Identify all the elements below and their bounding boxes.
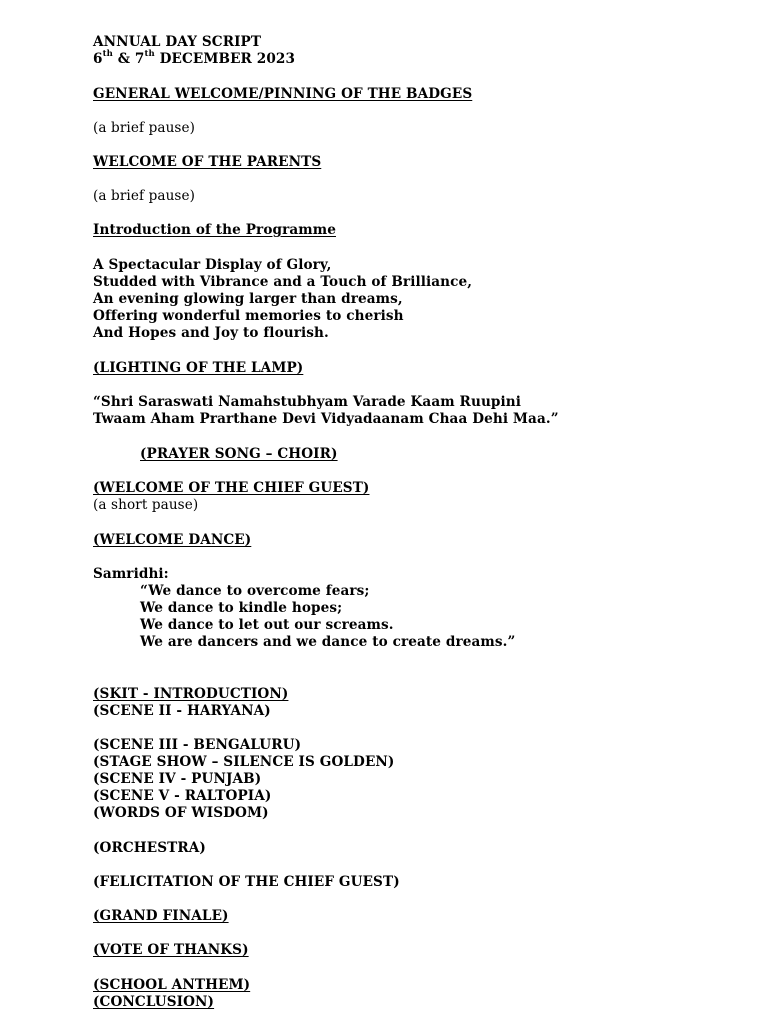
section-welcome-chief-guest: (WELCOME OF THE CHIEF GUEST) (93, 480, 370, 496)
scene-item: (STAGE SHOW – SILENCE IS GOLDEN) (93, 754, 395, 770)
section-felicitation: (FELICITATION OF THE CHIEF GUEST) (93, 874, 400, 890)
section-vote-of-thanks: (VOTE OF THANKS) (93, 942, 249, 958)
speaker-name: Samridhi: (93, 566, 169, 582)
scene-item: (SCENE III - BENGALURU) (93, 737, 302, 753)
scene-item: (WORDS OF WISDOM) (93, 805, 269, 821)
section-orchestra: (ORCHESTRA) (93, 840, 206, 856)
section-introduction: Introduction of the Programme (93, 222, 336, 238)
quote-line: “We dance to overcome fears; (140, 583, 370, 599)
scene-item: (SCENE V - RALTOPIA) (93, 788, 272, 804)
section-grand-finale: (GRAND FINALE) (93, 908, 229, 924)
shloka-line: “Shri Saraswati Namahstubhyam Varade Kaam Ruupini (93, 394, 522, 410)
quote-line: We dance to kindle hopes; (140, 600, 343, 616)
poem-line: Offering wonderful memories to cherish (93, 308, 404, 324)
poem-line: And Hopes and Joy to flourish. (93, 325, 329, 341)
scene-item: (SCENE IV - PUNJAB) (93, 771, 262, 787)
section-conclusion: (CONCLUSION) (93, 994, 215, 1010)
section-general-welcome: GENERAL WELCOME/PINNING OF THE BADGES (93, 86, 473, 102)
section-lighting-lamp: (LIGHTING OF THE LAMP) (93, 360, 304, 376)
quote-line: We dance to let out our screams. (140, 617, 394, 633)
stage-direction-pause-1: (a brief pause) (93, 120, 196, 136)
quote-line: We are dancers and we dance to create dreams.” (140, 634, 516, 650)
section-welcome-parents: WELCOME OF THE PARENTS (93, 154, 322, 170)
date-amp: & 7 (112, 51, 145, 67)
date-sup2: th (144, 49, 155, 60)
scene-item: (SCENE II - HARYANA) (93, 703, 271, 719)
date-day1: 6 (93, 51, 103, 67)
poem-line: A Spectacular Display of Glory, (93, 257, 332, 273)
section-skit-intro: (SKIT - INTRODUCTION) (93, 686, 289, 702)
poem-line: An evening glowing larger than dreams, (93, 291, 403, 307)
stage-direction-pause-2: (a brief pause) (93, 188, 196, 204)
document-title: ANNUAL DAY SCRIPT (93, 34, 262, 50)
shloka-line: Twaam Aham Prarthane Devi Vidyadaanam Chaa Dehi Maa.” (93, 411, 559, 427)
stage-direction-short-pause: (a short pause) (93, 497, 199, 513)
date-rest: DECEMBER 2023 (154, 51, 296, 67)
section-school-anthem: (SCHOOL ANTHEM) (93, 977, 251, 993)
poem-line: Studded with Vibrance and a Touch of Brilliance, (93, 274, 473, 290)
document-date (93, 51, 295, 68)
section-welcome-dance: (WELCOME DANCE) (93, 532, 252, 548)
section-prayer-song: (PRAYER SONG – CHOIR) (140, 446, 338, 462)
date-sup1: th (102, 49, 113, 60)
